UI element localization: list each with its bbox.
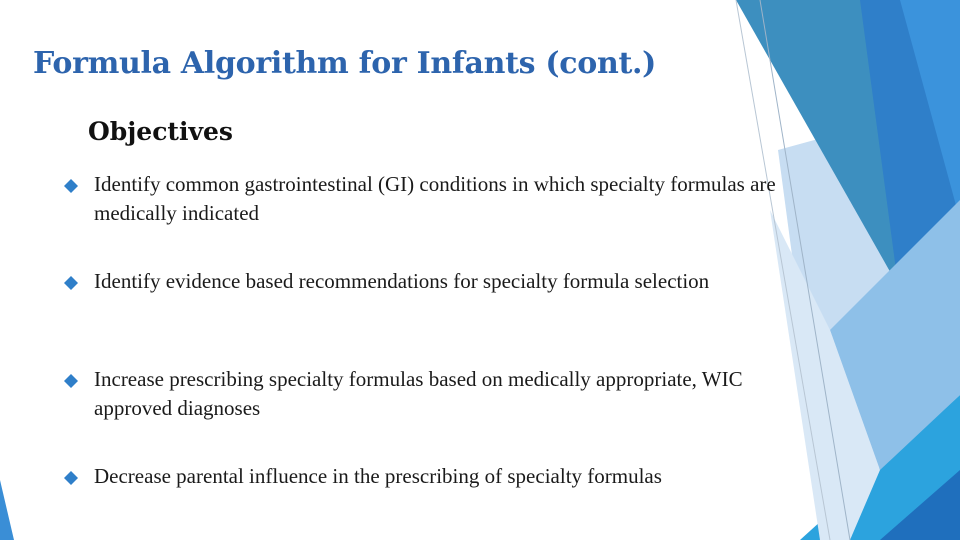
left-edge-accent [0,480,14,540]
bullet-text: Identify evidence based recommendations for specialty formula selection [94,269,710,293]
diamond-icon [63,470,79,486]
diamond-icon [63,275,79,291]
slide-title: Formula Algorithm for Infants (cont.) [33,46,657,81]
bullet-text: Identify common gastrointestinal (GI) conditions in which specialty formulas are medically indicated [94,172,776,225]
diamond-icon [63,373,79,389]
slide-subtitle: Objectives [88,117,233,146]
bullet-text: Increase prescribing specialty formulas based on medically appropriate, WIC approved diagnoses [94,367,743,420]
bullet-text: Decrease parental influence in the prescribing of specialty formulas [94,464,662,488]
diamond-icon [63,178,79,194]
